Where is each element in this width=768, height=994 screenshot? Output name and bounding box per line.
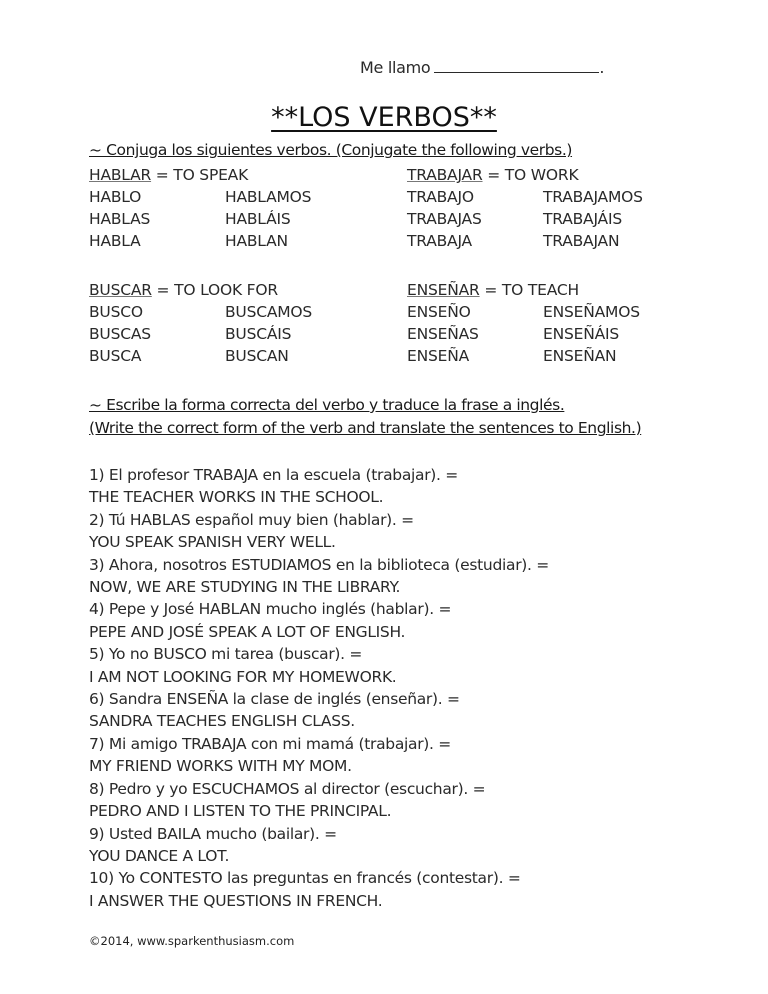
name-blank (434, 58, 599, 73)
exercise-spanish: 2) Tú HABLAS español muy bien (hablar). = (89, 510, 414, 529)
conjugation-row: BUSCAS BUSCÁIS (89, 325, 292, 343)
conjugation-row: BUSCA BUSCAN (89, 347, 289, 365)
exercise-spanish: 4) Pepe y José HABLAN mucho inglés (hablar). = (89, 600, 452, 619)
exercise-spanish: 6) Sandra ENSEÑA la clase de inglés (enseñar). = (89, 690, 460, 709)
verb-heading: BUSCAR = TO LOOK FOR (89, 281, 278, 299)
conjugation-row: TRABAJA TRABAJAN (407, 232, 620, 250)
exercise-english: I ANSWER THE QUESTIONS IN FRENCH. (89, 891, 383, 910)
conjugation-row: TRABAJAS TRABAJÁIS (407, 210, 622, 228)
conjugate-instruction: ~ Conjuga los siguientes verbos. (Conjugate the following verbs.) (89, 141, 573, 159)
exercise-english: NOW, WE ARE STUDYING IN THE LIBRARY. (89, 578, 401, 597)
exercise-english: THE TEACHER WORKS IN THE SCHOOL. (89, 488, 384, 507)
exercise-spanish: 3) Ahora, nosotros ESTUDIAMOS en la biblioteca (estudiar). = (89, 555, 549, 574)
exercise-english: SANDRA TEACHES ENGLISH CLASS. (89, 712, 355, 731)
exercise-english: YOU DANCE A LOT. (89, 846, 230, 865)
conjugation-row: ENSEÑAS ENSEÑÁIS (407, 325, 620, 343)
conjugation-row: ENSEÑA ENSEÑAN (407, 347, 617, 365)
verb-heading: ENSEÑAR = TO TEACH (407, 281, 579, 299)
exercise-list (89, 464, 549, 912)
exercise-english: PEDRO AND I LISTEN TO THE PRINCIPAL. (89, 802, 392, 821)
verb-block-ensenar (407, 279, 640, 367)
conjugation-row: ENSEÑO ENSEÑAMOS (407, 303, 640, 321)
copyright-footer: ©2014, www.sparkenthusiasm.com (89, 934, 295, 948)
verb-block-hablar (89, 164, 311, 252)
verb-block-buscar (89, 279, 312, 367)
conjugation-row: TRABAJO TRABAJAMOS (407, 188, 643, 206)
page-title: **LOS VERBOS** (271, 102, 497, 133)
exercise-english: YOU SPEAK SPANISH VERY WELL. (89, 533, 336, 552)
exercise-spanish: 5) Yo no BUSCO mi tarea (buscar). = (89, 645, 363, 664)
exercise-english: MY FRIEND WORKS WITH MY MOM. (89, 757, 352, 776)
exercise-english: I AM NOT LOOKING FOR MY HOMEWORK. (89, 667, 397, 686)
verb-heading: HABLAR = TO SPEAK (89, 166, 249, 184)
exercise-spanish: 9) Usted BAILA mucho (bailar). = (89, 824, 337, 843)
name-label: Me llamo (360, 58, 431, 77)
exercise-spanish: 1) El profesor TRABAJA en la escuela (trabajar). = (89, 466, 458, 484)
conjugation-row: HABLO HABLAMOS (89, 188, 312, 206)
conjugation-row: BUSCO BUSCAMOS (89, 303, 313, 321)
name-suffix: . (599, 58, 605, 77)
verb-heading: TRABAJAR = TO WORK (407, 166, 579, 184)
conjugation-row: HABLAS HABLÁIS (89, 210, 291, 228)
exercise-spanish: 8) Pedro y yo ESCUCHAMOS al director (escuchar). = (89, 779, 486, 798)
translate-instruction-spanish: ~ Escribe la forma correcta del verbo y traduce la frase a inglés. (89, 396, 565, 414)
name-field-line (360, 58, 604, 77)
verb-block-trabajar (407, 164, 643, 252)
conjugation-row: HABLA HABLAN (89, 232, 288, 250)
translate-instruction-english: (Write the correct form of the verb and translate the sentences to English.) (89, 419, 642, 437)
exercise-spanish: 7) Mi amigo TRABAJA con mi mamá (trabajar). = (89, 734, 451, 753)
exercise-spanish: 10) Yo CONTESTO las preguntas en francés (contestar). = (89, 869, 521, 888)
exercise-english: PEPE AND JOSÉ SPEAK A LOT OF ENGLISH. (89, 622, 406, 641)
